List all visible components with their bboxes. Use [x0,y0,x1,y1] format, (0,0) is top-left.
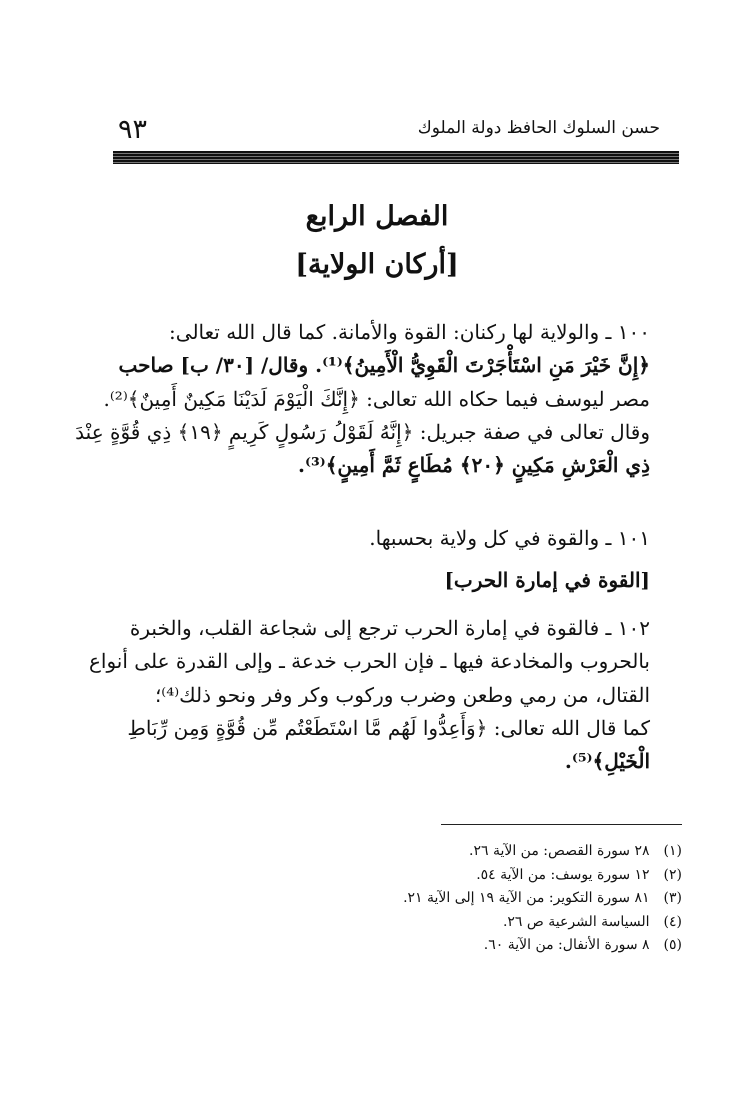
chapter-title: الفصل الرابع [305,201,449,232]
paragraph-101 [116,520,650,556]
running-title: حسن السلوك الحافظ دولة الملوك [417,118,660,138]
paragraph-line: الْخَيْلِ﴾⁽⁵⁾. [564,749,650,774]
footnotes [300,840,682,958]
header-rule [113,151,679,164]
paragraph-line: كما قال الله تعالى: ﴿وَأَعِدُّوا لَهُم مَّا اسْتَطَعْتُم مِّن قُوَّةٍ وَمِن رِّبَاطِ [127,715,650,740]
footnote [300,887,682,911]
footnote [300,934,682,958]
section-heading-text: [القوة في إمارة الحرب] [444,568,650,592]
paragraph-line: وقال تعالى في صفة جبريل: ﴿إِنَّهُ لَقَوْلُ رَسُولٍ كَرِيمٍ ﴿١٩﴾ ذِي قُوَّةٍ عِنْدَ [75,419,650,444]
paragraph-line: بالحروب والمخادعة فيها ـ فإن الحرب خدعة ـ وإلى القدرة على أنواع [88,649,650,674]
footnote-rule [441,824,682,825]
paragraph-line: مصر ليوسف فيما حكاه الله تعالى: ﴿إِنَّكَ الْيَوْمَ لَدَيْنَا مَكِينٌ أَمِينٌ﴾⁽²⁾. [103,386,650,411]
footnote-text: ٨١ سورة التكوير: من الآية ١٩ إلى الآية ٢١. [403,890,650,906]
section-heading [116,566,650,594]
paragraph-100 [75,316,650,482]
footnote [300,911,682,935]
footnote-number: (٥) [663,937,682,953]
footnote [300,840,682,864]
page-number: ٩٣ [118,114,148,145]
footnote-number: (٣) [663,890,682,906]
footnote-text: ٨ سورة الأنفال: من الآية ٦٠. [483,937,650,953]
paragraph-line: ﴿إِنَّ خَيْرَ مَنِ اسْتَأْجَرْتَ الْقَوِيُّ الْأَمِينُ﴾⁽¹⁾. وقال/ [٣٠/ ب] صاحب [118,353,650,378]
paragraph-102 [88,612,650,778]
footnote-number: (٤) [663,913,682,930]
paragraph-line: ذِي الْعَرْشِ مَكِينٍ ﴿٢٠﴾ مُطَاعٍ ثَمَّ أَمِينٍ﴾⁽³⁾. [298,453,650,478]
footnote-text: ٢٨ سورة القصص: من الآية ٢٦. [469,843,650,859]
paragraph-line: ١٠٠ ـ والولاية لها ركنان: القوة والأمانة. كما قال الله تعالى: [169,320,650,344]
paragraph-line: ١٠١ ـ والقوة في كل ولاية بحسبها. [369,526,650,550]
footnote-text: السياسة الشرعية ص ٢٦. [502,913,650,930]
chapter-subtitle: [أركان الولاية] [295,249,459,280]
footnote-text: ١٢ سورة يوسف: من الآية ٥٤. [476,866,650,883]
paragraph-line: ١٠٢ ـ فالقوة في إمارة الحرب ترجع إلى شجاعة القلب، والخبرة [129,616,650,640]
footnote-number: (٢) [663,866,682,883]
paragraph-line: القتال، من رمي وطعن وضرب وركوب وكر وفر ونحو ذلك⁽⁴⁾؛ [154,682,650,707]
footnote-number: (١) [663,843,682,859]
footnote [300,864,682,888]
